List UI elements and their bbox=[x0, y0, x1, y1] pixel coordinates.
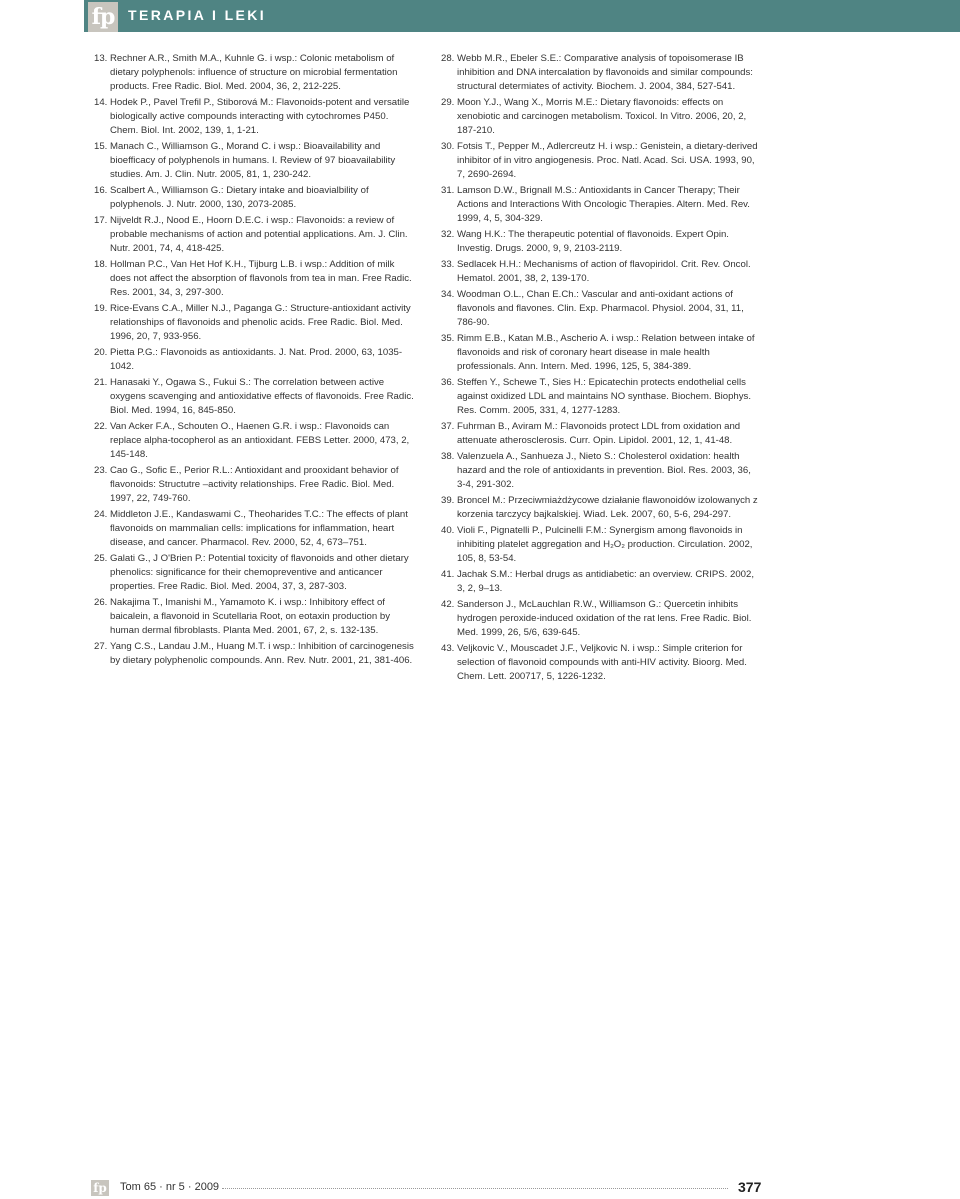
reference-item bbox=[94, 640, 414, 668]
reference-number: 31. bbox=[441, 185, 455, 196]
reference-number: 25. bbox=[94, 553, 108, 564]
reference-number: 17. bbox=[94, 215, 108, 226]
reference-text: Van Acker F.A., Schouten O., Haenen G.R. i wsp.: Flavonoids can replace alpha-tocopherol as an antioxidant. FEBS Letter. 2000, 473, 2, 145-148. bbox=[110, 421, 410, 460]
reference-number: 27. bbox=[94, 641, 108, 652]
reference-number: 18. bbox=[94, 259, 108, 270]
reference-number: 40. bbox=[441, 525, 455, 536]
reference-text: Jachak S.M.: Herbal drugs as antidiabetic: an overview. CRIPS. 2002, 3, 2, 9–13. bbox=[457, 569, 755, 594]
reference-item bbox=[441, 420, 761, 448]
reference-item bbox=[441, 332, 761, 374]
reference-text: Hanasaki Y., Ogawa S., Fukui S.: The correlation between active oxygens scavenging and antioxidative effects of flavonoids. Free Radic. Biol. Med. 1994, 16, 845-850. bbox=[110, 377, 414, 416]
reference-number: 30. bbox=[441, 141, 455, 152]
reference-text: Nakajima T., Imanishi M., Yamamoto K. i wsp.: Inhibitory effect of baicalein, a flavonoid in Scutellaria Root, on eotaxin production by human dermal fibroblasts. Planta Med. 2001, 67, 2, s. 132-135. bbox=[110, 597, 390, 636]
reference-item bbox=[441, 568, 761, 596]
reference-text: Scalbert A., Williamson G.: Dietary intake and bioavialbility of polyphenols. J. Nutr. 2000, 130, 2073-2085. bbox=[110, 185, 369, 210]
reference-item bbox=[441, 494, 761, 522]
reference-text: Sedlacek H.H.: Mechanisms of action of flavopiridol. Crit. Rev. Oncol. Hematol. 2001, 38, 2, 139-170. bbox=[457, 259, 751, 284]
reference-text: Manach C., Williamson G., Morand C. i wsp.: Bioavailability and bioefficacy of polyphenols in humans. I. Review of 97 bioavailability studies. Am. J. Clin. Nutr. 2005, 81, 1, 230-242. bbox=[110, 141, 396, 180]
reference-text: Galati G., J O'Brien P.: Potential toxicity of flavonoids and other dietary phenolics: significance for their chemopreventive and anticancer properties. Free Radic. Biol. Med. 2004, 37, 3, 287-303. bbox=[110, 553, 409, 592]
reference-text: Pietta P.G.: Flavonoids as antioxidants. J. Nat. Prod. 2000, 63, 1035-1042. bbox=[110, 347, 403, 372]
reference-item bbox=[441, 140, 761, 182]
reference-text: Wang H.K.: The therapeutic potential of flavonoids. Expert Opin. Investig. Drugs. 2000, 9, 9, 2103-2119. bbox=[457, 229, 729, 254]
reference-item bbox=[94, 214, 414, 256]
reference-text: Moon Y.J., Wang X., Morris M.E.: Dietary flavonoids: effects on xenobiotic and carcinogen metabolism. Toxicol. In Vitro. 2006, 20, 2, 187-210. bbox=[457, 97, 747, 136]
reference-text: Hodek P., Pavel Trefil P., Stiborová M.: Flavonoids-potent and versatile biologically active compounds interacting with cytochromes P450. Chem. Biol. Int. 2002, 139, 1, 1-21. bbox=[110, 97, 410, 136]
reference-number: 24. bbox=[94, 509, 108, 520]
reference-text: Cao G., Sofic E., Perior R.L.: Antioxidant and prooxidant behavior of flavonoids: Structutre –activity relationships. Free Radic. Biol. Med. 1997, 22, 749-760. bbox=[110, 465, 399, 504]
reference-item bbox=[94, 596, 414, 638]
reference-item bbox=[441, 228, 761, 256]
reference-item bbox=[441, 450, 761, 492]
reference-number: 29. bbox=[441, 97, 455, 108]
reference-item bbox=[441, 258, 761, 286]
reference-item bbox=[441, 376, 761, 418]
reference-item bbox=[441, 288, 761, 330]
reference-number: 19. bbox=[94, 303, 108, 314]
reference-text: Sanderson J., McLauchlan R.W., Williamson G.: Quercetin inhibits hydrogen peroxide-induced oxidation of the rat lens. Free Radic. Biol. Med. 1999, 26, 5/6, 639-645. bbox=[457, 599, 752, 638]
reference-text: Fuhrman B., Aviram M.: Flavonoids protect LDL from oxidation and attenuate atherosclerosis. Curr. Opin. Lipidol. 2001, 12, 1, 41-48. bbox=[457, 421, 741, 446]
reference-number: 36. bbox=[441, 377, 455, 388]
reference-item bbox=[94, 184, 414, 212]
reference-text: Rimm E.B., Katan M.B., Ascherio A. i wsp.: Relation between intake of flavonoids and risk of coronary heart disease in male health professionals. Ann. Intern. Med. 1996, 125, 5, 384-389. bbox=[457, 333, 755, 372]
reference-number: 26. bbox=[94, 597, 108, 608]
reference-item bbox=[94, 302, 414, 344]
reference-item bbox=[441, 96, 761, 138]
reference-item bbox=[94, 140, 414, 182]
reference-item bbox=[94, 552, 414, 594]
references-left-column bbox=[94, 52, 414, 670]
reference-item bbox=[441, 524, 761, 566]
reference-item bbox=[441, 598, 761, 640]
reference-text: Rechner A.R., Smith M.A., Kuhnle G. i wsp.: Colonic metabolism of dietary polyphenols: influence of structure on microbial fermentation products. Free Radic. Biol. Med. 2004, 36, 2, 212-225. bbox=[110, 53, 398, 92]
reference-item bbox=[94, 346, 414, 374]
reference-number: 32. bbox=[441, 229, 455, 240]
reference-number: 13. bbox=[94, 53, 108, 64]
reference-number: 43. bbox=[441, 643, 455, 654]
reference-number: 39. bbox=[441, 495, 455, 506]
reference-text: Lamson D.W., Brignall M.S.: Antioxidants in Cancer Therapy; Their Actions and Interactions With Oncologic Therapies. Altern. Med. Rev. 1999, 4, 5, 304-329. bbox=[457, 185, 750, 224]
reference-text: Woodman O.L., Chan E.Ch.: Vascular and anti-oxidant actions of flavonols and flavones. Clin. Exp. Pharmacol. Physiol. 2004, 31, 11, 786-90. bbox=[457, 289, 744, 328]
reference-text: Hollman P.C., Van Het Hof K.H., Tijburg L.B. i wsp.: Addition of milk does not affect the absorption of flavonols from tea in man. Free Radic. Res. 2001, 34, 3, 297-300. bbox=[110, 259, 412, 298]
reference-number: 14. bbox=[94, 97, 108, 108]
reference-item bbox=[94, 96, 414, 138]
reference-item bbox=[94, 464, 414, 506]
issue-info: Tom 65 · nr 5 · 2009 bbox=[120, 1181, 220, 1193]
reference-number: 28. bbox=[441, 53, 455, 64]
reference-item bbox=[94, 508, 414, 550]
reference-number: 42. bbox=[441, 599, 455, 610]
footer-divider bbox=[222, 1188, 728, 1189]
footer-logo: fp bbox=[91, 1180, 109, 1196]
reference-number: 22. bbox=[94, 421, 108, 432]
section-title: TERAPIA I LEKI bbox=[128, 7, 267, 23]
reference-item bbox=[94, 258, 414, 300]
reference-item bbox=[441, 184, 761, 226]
reference-number: 37. bbox=[441, 421, 455, 432]
reference-text: Valenzuela A., Sanhueza J., Nieto S.: Cholesterol oxidation: health hazard and the role of antioxidants in prevention. Biol. Res. 2003, 36, 3-4, 291-302. bbox=[457, 451, 751, 490]
reference-text: Webb M.R., Ebeler S.E.: Comparative analysis of topoisomerase IB inhibition and DNA intercalation by flavonoids and similar compounds: structural determiates of activity. Biochem. J. 2004, 384, 527-541. bbox=[457, 53, 753, 92]
reference-text: Middleton J.E., Kandaswami C., Theoharides T.C.: The effects of plant flavonoids on mammalian cells: implications for inflammation, heart disease, and cancer. Pharmacol. Rev. 2000, 52, 4, 673–751. bbox=[110, 509, 408, 548]
reference-text: Rice-Evans C.A., Miller N.J., Paganga G.: Structure-antioxidant activity relationships of flavonoids and phenolic acids. Free Radic. Biol. Med. 1996, 20, 7, 933-956. bbox=[110, 303, 411, 342]
reference-item bbox=[441, 642, 761, 684]
reference-text: Steffen Y., Schewe T., Sies H.: Epicatechin protects endothelial cells against oxidized LDL and maintains NO synthase. Biochem. Biophys. Res. Comm. 2005, 331, 4, 1277-1283. bbox=[457, 377, 752, 416]
reference-text: Veljkovic V., Mouscadet J.F., Veljkovic N. i wsp.: Simple criterion for selection of flavonoid compounds with anti-HIV activity. Bioorg. Med. Chem. Lett. 200717, 5, 1226-1232. bbox=[457, 643, 747, 682]
reference-item bbox=[441, 52, 761, 94]
reference-number: 38. bbox=[441, 451, 455, 462]
page-number: 377 bbox=[738, 1179, 762, 1195]
reference-number: 15. bbox=[94, 141, 108, 152]
reference-item bbox=[94, 376, 414, 418]
reference-number: 41. bbox=[441, 569, 455, 580]
reference-text: Fotsis T., Pepper M., Adlercreutz H. i wsp.: Genistein, a dietary-derived inhibitor of in vitro angiogenesis. Proc. Natl. Acad. Sci. USA. 1993, 90, 7, 2690-2694. bbox=[457, 141, 758, 180]
reference-text: Broncel M.: Przeciwmiażdżycowe działanie flawonoidów izolowanych z korzenia tarczycy bajkalskiej. Wiad. Lek. 2007, 60, 5-6, 294-297. bbox=[457, 495, 758, 520]
references-right-column bbox=[441, 52, 761, 686]
reference-number: 20. bbox=[94, 347, 108, 358]
reference-text: Nijveldt R.J., Nood E., Hoorn D.E.C. i wsp.: Flavonoids: a review of probable mechanisms of action and potential applications. Am. J. Clin. Nutr. 2001, 74, 4, 418-425. bbox=[110, 215, 408, 254]
reference-number: 33. bbox=[441, 259, 455, 270]
reference-text: Yang C.S., Landau J.M., Huang M.T. i wsp.: Inhibition of carcinogenesis by dietary polyphenolic compounds. Ann. Rev. Nutr. 2001, 21, 381-406. bbox=[110, 641, 414, 666]
reference-item bbox=[94, 420, 414, 462]
reference-number: 16. bbox=[94, 185, 108, 196]
reference-text: Violi F., Pignatelli P., Pulcinelli F.M.: Synergism among flavonoids in inhibiting platelet aggregation and H₂O₂ production. Circulation. 2002, 105, 8, 53-54. bbox=[457, 525, 753, 564]
reference-number: 21. bbox=[94, 377, 108, 388]
reference-number: 34. bbox=[441, 289, 455, 300]
reference-item bbox=[94, 52, 414, 94]
reference-number: 23. bbox=[94, 465, 108, 476]
reference-number: 35. bbox=[441, 333, 455, 344]
journal-logo: fp bbox=[88, 2, 118, 32]
